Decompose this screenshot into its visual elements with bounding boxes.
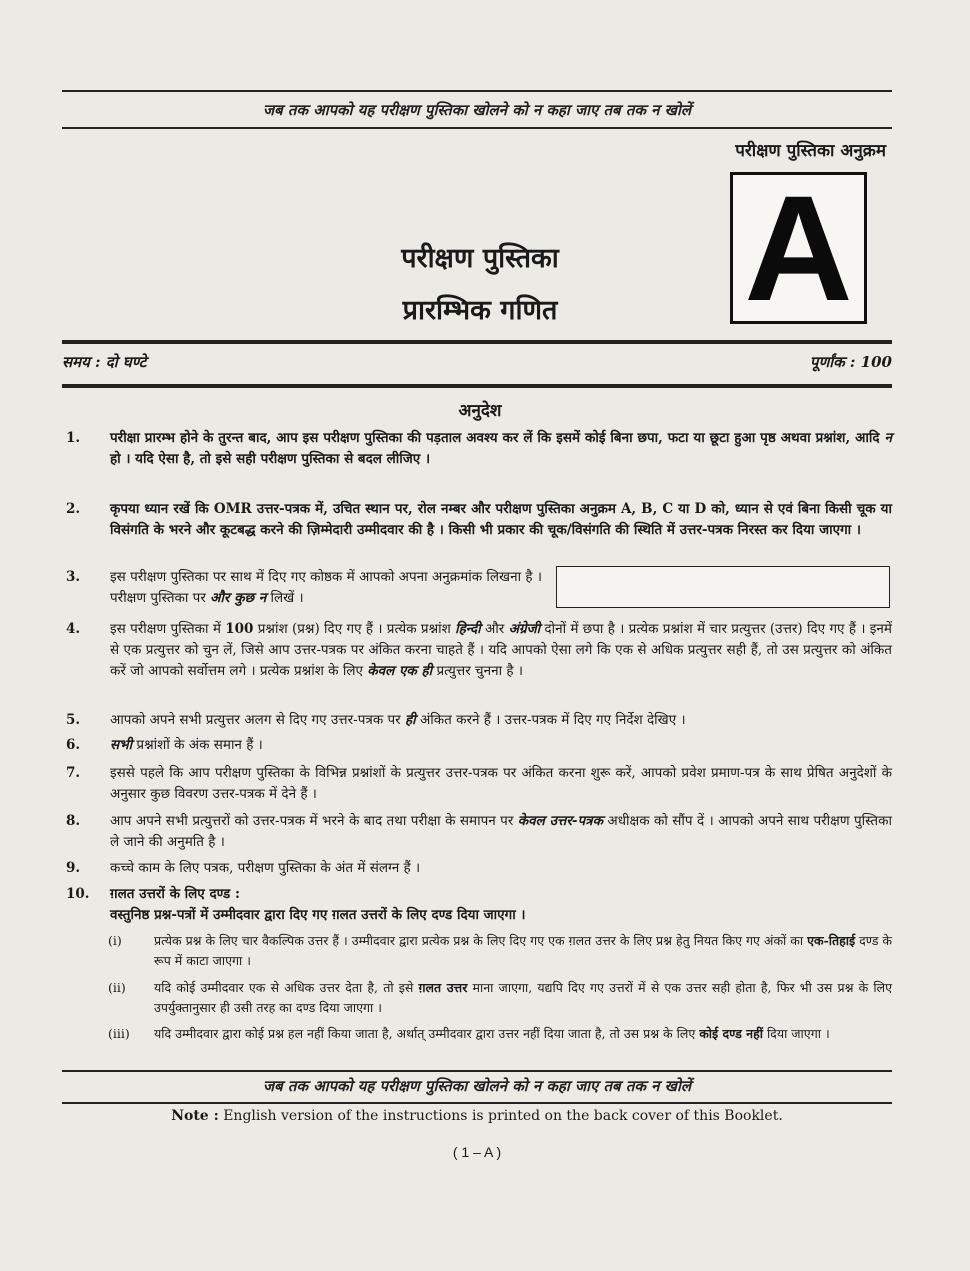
roll-number-box[interactable] [556,566,890,608]
instruction-number: 8. [66,813,81,829]
page-number: ( 1 – A ) [452,1144,502,1160]
instruction-number: 5. [66,712,81,728]
instructions-heading: अनुदेश [458,401,502,421]
instruction-number: 6. [66,737,81,753]
full-marks: पूर्णांक : 100 [809,353,892,371]
top-warning-banner: जब तक आपको यह परीक्षण पुस्तिका खोलने को न कहा जाए तब तक न खोलें [262,101,692,119]
subject-title: प्रारम्भिक गणित [402,295,558,326]
instruction-number: 10. [66,886,90,902]
penalty-subitem-iii: (iii) यदि उम्मीदवार द्वारा कोई प्रश्न हल नहीं किया जाता है, अर्थात् उम्मीदवार द्वारा उत्तर नहीं दिया जाता है, तो उस प्रश्न के लिए कोई दण्ड नहीं दिया जाएगा । [108,1026,830,1041]
instruction-item-4: 4. इस परीक्षण पुस्तिका में 100 प्रश्नांश (प्रश्न) दिए गए हैं । प्रत्येक प्रश्नांश हिन्दी और अंग्रेजी दोनों में छपा है । प्रत्येक प्रश्नांश में चार प्रत्युत्तर (उत्तर) दिए गए हैं । इनमें से एक प्रत्युत्तर को चुन लें, जिसे आप उत्तर-पत्रक पर अंकित करना चाहते हैं । यदि आपको ऐसा लगे कि एक से अधिक प्रत्युत्तर सही हैं, तो उस प्रत्युत्तर को अंकित करें जो आपको सर्वोत्तम लगे । प्रत्येक प्रश्नांश के लिए केवल एक ही प्रत्युत्तर चुनना है । [66,621,892,679]
bottom-rule-upper [62,1070,892,1072]
booklet-title: परीक्षण पुस्तिका [401,243,559,274]
instruction-item-9 [62,858,892,879]
instruction-item-10 [62,884,892,926]
instruction-item-8: 8. आप अपने सभी प्रत्युत्तरों को उत्तर-पत्रक में भरने के बाद तथा परीक्षा के समापन पर केवल उत्तर-पत्रक अधीक्षक को सौंप दें । आपको अपने साथ परीक्षण पुस्तिका ले जाने की अनुमति है । [66,813,892,850]
bottom-rule-lower [62,1102,892,1104]
instruction-text: कृपया ध्यान रखें कि OMR उत्तर-पत्रक में, उचित स्थान पर, रोल नम्बर और परीक्षण पुस्तिका अनुक्रम A, B, C या D को, ध्यान से एवं बिना किसी चूक या विसंगति के भरने और कूटबद्ध करने की ज़िम्मेदारी उम्मीदवार की है । किसी भी प्रकार की चूक/विसंगति की स्थिति में उत्तर-पत्रक निरस्त कर दिया जाएगा । [110,501,892,538]
instruction-number: 1. [66,430,81,446]
instruction-text: कच्चे काम के लिए पत्रक, परीक्षण पुस्तिका के अंत में संलग्न हैं । [110,860,421,876]
penalty-subitem-ii: (ii) यदि कोई उम्मीदवार एक से अधिक उत्तर देता है, तो इसे ग़लत उत्तर माना जाएगा, यद्यपि दिए गए उत्तरों में से एक उत्तर सही होता है, फिर भी उस प्रश्न के लिए उपर्युक्तानुसार ही उसी तरह का दण्ड दिया जाएगा । [108,980,893,1015]
series-letter: A [744,164,853,332]
instruction-item-6: 6. सभी प्रश्नांशों के अंक समान हैं । [62,735,892,756]
instructions-top-rule [62,384,892,388]
instruction-text: इससे पहले कि आप परीक्षण पुस्तिका के विभिन्न प्रश्नांशों के प्रत्युत्तर उत्तर-पत्रक पर अंकित करना शुरू करें, आपको प्रवेश प्रमाण-पत्र के साथ प्रेषित अनुदेशों के अनुसार कुछ विवरण उत्तर-पत्रक में देने हैं । [110,765,892,802]
top-rule-lower [62,127,892,129]
instruction-number: 9. [66,860,81,876]
instruction-number: 4. [66,621,81,637]
penalty-text: वस्तुनिष्ठ प्रश्न-पत्रों में उम्मीदवार द्वारा दिए गए ग़लत उत्तरों के लिए दण्ड दिया जाएगा । [110,907,526,923]
instruction-number: 3. [66,569,81,585]
instruction-item-3: 3. इस परीक्षण पुस्तिका पर साथ में दिए गए कोष्ठक में आपको अपना अनुक्रमांक लिखना है । परीक्षण पुस्तिका पर और कुछ न लिखें । [66,569,542,606]
penalty-subitem-i: (i) प्रत्येक प्रश्न के लिए चार वैकल्पिक उत्तर हैं । उम्मीदवार द्वारा प्रत्येक प्रश्न के लिए दिए गए एक ग़लत उत्तर के लिए प्रश्न हेतु नियत किए गए अंकों का एक-तिहाई दण्ड के रूप में काटा जाएगा । [108,933,893,968]
penalty-heading: ग़लत उत्तरों के लिए दण्ड : [110,886,240,902]
english-version-note: Note : English version of the instructions is printed on the back cover of this Booklet. [171,1108,783,1124]
instruction-item-7 [62,763,892,805]
instruction-number: 2. [66,501,81,517]
instruction-item-5: 5. आपको अपने सभी प्रत्युत्तर अलग से दिए गए उत्तर-पत्रक पर ही अंकित करने हैं । उत्तर-पत्रक में दिए गए निर्देश देखिए । [62,710,892,731]
booklet-sequence-label: परीक्षण पुस्तिका अनुक्रम [735,141,886,161]
time-allowed: समय : दो घण्टे [62,353,147,371]
instruction-item-2 [62,499,892,541]
series-box [730,164,867,332]
top-rule-upper [62,90,892,92]
bottom-warning-banner: जब तक आपको यह परीक्षण पुस्तिका खोलने को न कहा जाए तब तक न खोलें [262,1077,692,1095]
instruction-number: 7. [66,765,81,781]
instruction-item-1: 1. परीक्षा प्रारम्भ होने के तुरन्त बाद, आप इस परीक्षण पुस्तिका की पड़ताल अवश्य कर लें कि इसमें कोई बिना छपा, फटा या छूटा हुआ पृष्ठ अथवा प्रश्नांश, आदि न हो । यदि ऐसा है, तो इसे सही परीक्षण पुस्तिका से बदल लीजिए । [66,430,892,467]
header-rule [62,340,892,344]
